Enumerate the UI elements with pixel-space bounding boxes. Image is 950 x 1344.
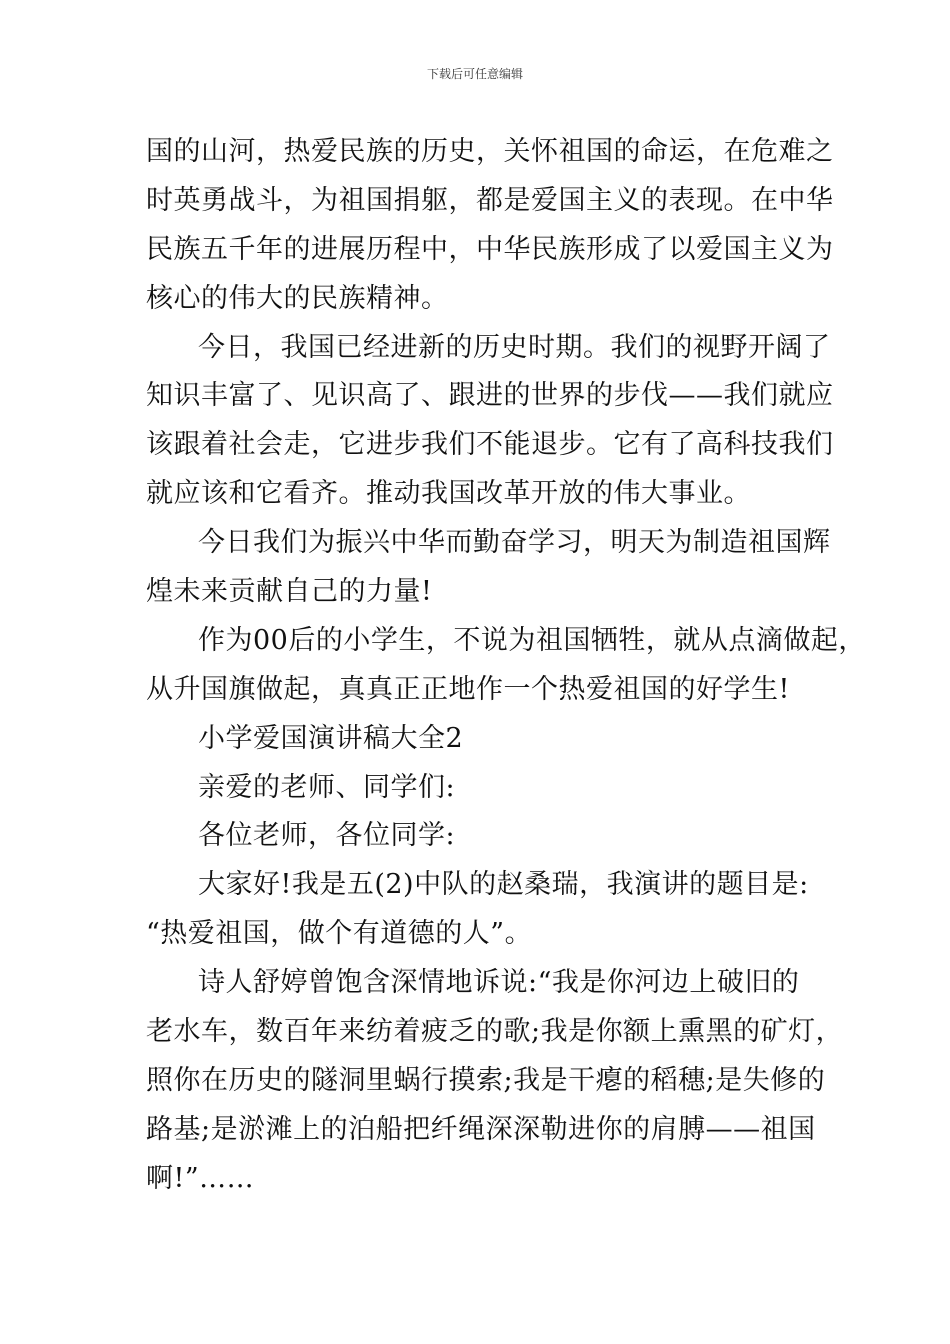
text-line: 核心的伟大的民族精神。 bbox=[146, 282, 449, 314]
paragraph-start-line: 作为00后的小学生，不说为祖国牺牲，就从点滴做起， bbox=[198, 624, 866, 656]
salutation-line: 亲爱的老师、同学们: bbox=[198, 771, 456, 803]
document-body bbox=[146, 128, 866, 1204]
salutation-line: 各位老师，各位同学: bbox=[198, 820, 456, 852]
text-line: 时英勇战斗，为祖国捐躯，都是爱国主义的表现。在中华 bbox=[146, 184, 834, 216]
paragraph-start-line: 今日，我国已经进新的历史时期。我们的视野开阔了 bbox=[198, 331, 831, 363]
text-line: 照你在历史的隧洞里蜗行摸索;我是干瘪的稻穗;是失修的 bbox=[146, 1064, 826, 1096]
text-line: 老水车，数百年来纺着疲乏的歌;我是你额上熏黑的矿灯， bbox=[146, 1016, 844, 1048]
section-title: 小学爱国演讲稿大全2 bbox=[198, 722, 464, 754]
paragraph-start-line: 大家好!我是五(2)中队的赵桑瑞，我演讲的题目是: bbox=[198, 869, 809, 901]
text-line: 啊!”…… bbox=[146, 1162, 255, 1194]
text-line: 从升国旗做起，真真正正地作一个热爱祖国的好学生! bbox=[146, 673, 790, 705]
text-line: “热爱祖国，做个有道德的人”。 bbox=[146, 918, 533, 950]
text-line: 就应该和它看齐。推动我国改革开放的伟大事业。 bbox=[146, 478, 751, 510]
page-header: 下载后可任意编辑 bbox=[426, 67, 523, 81]
text-line: 煌未来贡献自己的力量! bbox=[146, 576, 433, 608]
paragraph-start-line: 今日我们为振兴中华而勤奋学习，明天为制造祖国辉 bbox=[198, 527, 831, 559]
text-line: 民族五千年的进展历程中，中华民族形成了以爱国主义为 bbox=[146, 233, 834, 265]
text-line: 该跟着社会走，它进步我们不能退步。它有了高科技我们 bbox=[146, 429, 834, 461]
text-line: 国的山河，热爱民族的历史，关怀祖国的命运，在危难之 bbox=[146, 136, 834, 167]
paragraph-start-line: 诗人舒婷曾饱含深情地诉说:“我是你河边上破旧的 bbox=[198, 967, 800, 999]
text-line: 路基;是淤滩上的泊船把纤绳深深勒进你的肩膊——祖国 bbox=[146, 1113, 816, 1145]
text-line: 知识丰富了、见识高了、跟进的世界的步伐——我们就应 bbox=[146, 380, 834, 412]
